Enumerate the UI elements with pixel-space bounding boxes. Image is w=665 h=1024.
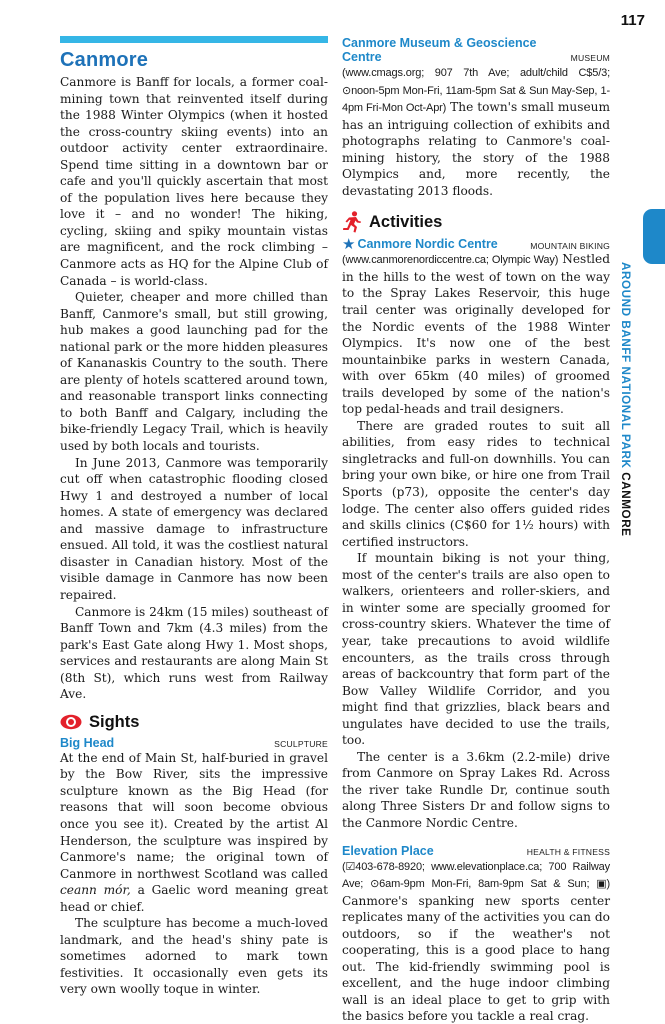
nordic-entry-header — [342, 234, 610, 253]
big-head-entry-header — [60, 736, 328, 750]
sights-heading-label: Sights — [89, 712, 140, 731]
running-header-place: CANMORE — [619, 472, 632, 537]
page-title: Canmore — [60, 49, 149, 71]
right-column — [342, 36, 610, 1024]
nordic-type: MOUNTAIN BIKING — [530, 240, 610, 251]
wifi-icon: ▣ — [596, 878, 607, 891]
section-bar — [60, 36, 328, 43]
activities-heading-label: Activities — [369, 212, 443, 231]
running-header — [616, 262, 632, 542]
intro-paragraph-1: Canmore is Banff for locals, a former coal-mining town that reinvented itself during the 1988 Winter Olympics (when it hosted the cross-country skiing events) into an outdoor activity center extraordinaire. Spend time sitting in a downtown bar or cafe and you'll quickly ascertain that most of the population lives here because they love it – and no wonder! The hiking, cycling, skiing and spiky mountain vistas are magnificent, and the rock climbing – Canmore acts as HQ for the Alpine Club of Canada – is world-class. — [60, 75, 328, 288]
museum-paragraph — [342, 64, 610, 199]
museum-type: MUSEUM — [570, 53, 610, 63]
elevation-title: Elevation Place — [342, 843, 434, 858]
activities-heading — [342, 211, 610, 233]
nordic-paragraph-3: If mountain biking is not your thing, most of the center's trails are also open to walkers, orienteers and roller-skiers, and in winter some are specially groomed for cross-country skiers. Whatever the time of year, take precautions to avoid wildlife encounters, as the trails cross through areas of backcountry that form part of the Bow Valley Wildlife Corridor, and you might find that grizzlies, black bears and ungulates have decided to use the trails, too. — [342, 551, 610, 748]
clock-icon: ⊙ — [342, 84, 352, 97]
intro-paragraph-3: In June 2013, Canmore was temporarily cut off when catastrophic flooding closed Hwy 1 and destroyed a number of local homes. A state of emergency was declared and massive damage to infrastructure ensued. All told, it was the costliest natural disaster in Canadian history. Most of the visible damage in Canmore has now been repaired. — [60, 455, 328, 602]
chapter-tab — [643, 209, 665, 264]
gaelic-term: ceann mór, — [60, 883, 131, 898]
left-column — [60, 36, 328, 998]
running-header-region: AROUND BANFF NATIONAL PARK — [619, 262, 632, 469]
museum-description: The town's small museum has an intriguing collection of exhibits and photographs relating to Canmore's coal-mining history, the story of the 1988 Olympics and, more recently, the devastating 2013 floods. — [342, 100, 610, 198]
nordic-info: (www.canmorenordiccentre.ca; Olympic Way) — [342, 254, 559, 267]
nordic-paragraph-4: The center is a 3.6km (2.2-mile) drive from Canmore on Spray Lakes Rd. Across the river take Rundle Dr, continue south along Three Sisters Dr and follow signs to the Canmore Nordic Centre. — [342, 749, 610, 830]
sights-heading — [60, 713, 328, 732]
museum-title-line-2: Centre — [342, 50, 382, 64]
phone-icon: ☑ — [345, 860, 356, 873]
elevation-contact: 403-678-8920; www.elevationplace.ca; 700 Railway Ave; — [342, 860, 610, 891]
elevation-paragraph: (☑403-678-8920; www.elevationplace.ca; 700 Railway Ave; ⊙6am-9pm Mon-Fri, 8am-9pm Sat & Sun; ▣) Canmore's spanking new sports center replicates many of the activities you can do outdoors, so if the weather's not cooperating, this is a good place to hang out. The kid-friendly swimming pool is excellent, and the huge indoor climbing wall is an ideal place to get to grip with the basics before you tackle a real crag. — [342, 860, 611, 1024]
intro-paragraph-2: Quieter, cheaper and more chilled than Banff, Canmore's small, but still growing, hub makes a good launching pad for the national park or the more hidden pleasures of Kananaskis Country to the south. There are plenty of hotels scattered around town, and reasonable transport links connecting to both Banff and Calgary, including the bike-friendly Legacy Trail, which is heavily used by both locals and tourists. — [60, 290, 328, 454]
elevation-description: Canmore's spanking new sports center replicates many of the activities you can do outdoors, so if the weather's not cooperating, this is a good place to hang out. The kid-friendly swimming pool is excellent, and the huge indoor climbing wall is an ideal place to get to grip with the basics before you tackle a real crag. — [342, 893, 610, 1024]
big-head-type: SCULPTURE — [274, 738, 328, 749]
big-head-paragraph-2: The sculpture has become a much-loved landmark, and the head's shiny pate is sometimes adorned to mark town festivities. It occasionally even gets its very own woolly toque in winter. — [60, 916, 328, 997]
museum-info: (www.cmags.org; 907 7th Ave; adult/child C$5/3; — [342, 67, 610, 79]
clock-icon: ⊙ — [370, 878, 380, 891]
museum-title-line-1: Canmore Museum & Geoscience — [342, 36, 537, 50]
nordic-paragraph-1: (www.canmorenordiccentre.ca; Olympic Way) Nestled in the hills to the west of town on the way to the Spray Lakes Reservoir, this huge trail center was originally developed for the Nordic events of the 1988 Winter Olympics. It's now one of the best mountainbike parks in western Canada, with over 65km (40 miles) of groomed trails developed by some of the nation's top pedal-heads and trail designers. — [342, 252, 610, 417]
page-number: 117 — [620, 12, 645, 29]
elevation-hours: 6am-9pm Mon-Fri, 8am-9pm Sat & Sun; — [379, 878, 597, 891]
top-pick-star-icon: ★ — [342, 234, 356, 253]
intro-paragraph-4: Canmore is 24km (15 miles) southeast of Banff Town and 7km (4.3 miles) from the park's East Gate along Hwy 1. Most shops, services and restaurants are along Main St (8th St), which runs west from Railway Ave. — [60, 604, 328, 702]
nordic-title: Canmore Nordic Centre — [357, 237, 498, 252]
nordic-paragraph-2: There are graded routes to suit all abilities, from easy rides to technical singletracks and full-on downhills. You can bring your own bike, or hire one from Trail Sports (p73), opposite the center's day lodge. The center also offers guided rides and skills clinics (C$60 for 1½ hours) with certified instructors. — [342, 418, 610, 549]
elevation-entry-header — [342, 844, 610, 858]
elevation-type: HEALTH & FITNESS — [526, 846, 610, 857]
big-head-title: Big Head — [60, 735, 115, 750]
big-head-paragraph-1: At the end of Main St, half-buried in gravel by the Bow River, sits the impressive sculpture known as the Big Head (for reasons that will soon become obvious once you see it). Created by the artist Al Henderson, the sculpture was inspired by Canmore's name; the original town of Canmore in northwest Scotland was called ceann mór, a Gaelic word meaning great head or chief. — [60, 750, 328, 914]
museum-entry-header — [342, 50, 610, 64]
sights-icon — [60, 714, 82, 730]
activities-icon — [342, 211, 362, 233]
museum-hours: noon-5pm Mon-Fri, 11am-5pm Sat & Sun May-Sep, 1-4pm Fri-Mon Oct-Apr) — [342, 84, 610, 115]
